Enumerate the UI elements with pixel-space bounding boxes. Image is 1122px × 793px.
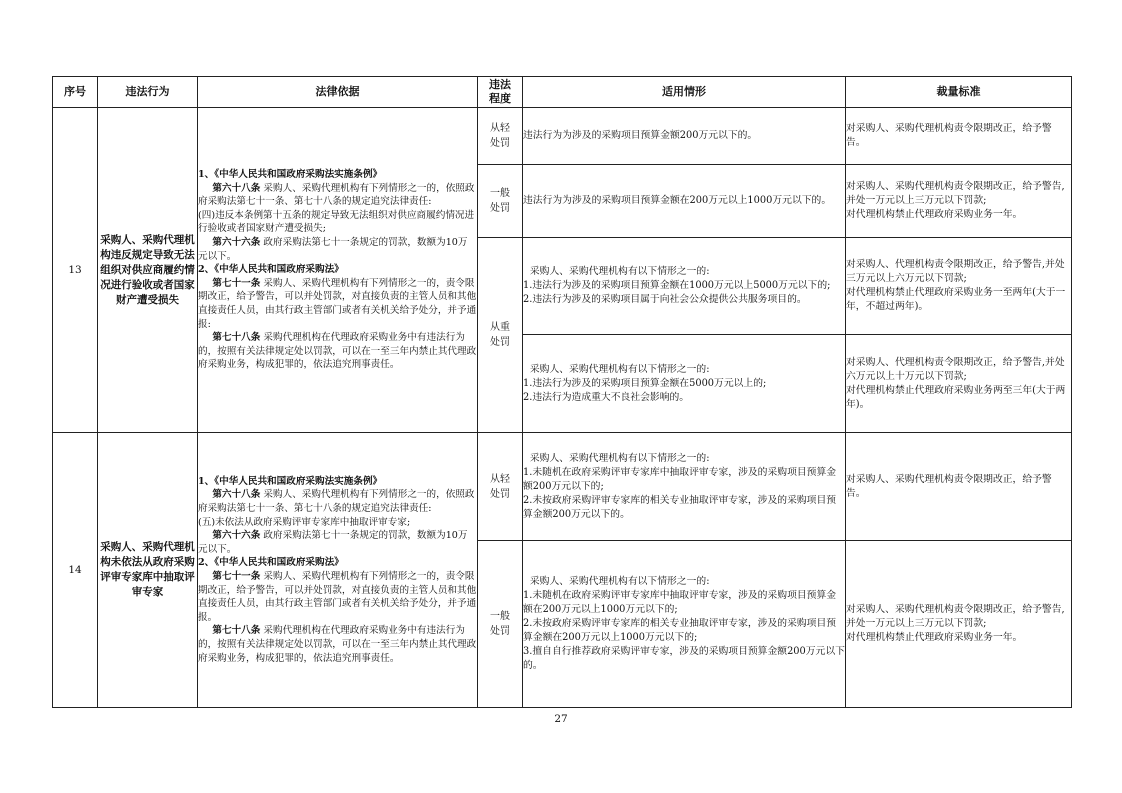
header-act: 违法行为 xyxy=(98,77,198,108)
situation-line: 2.未按政府采购评审专家库的相关专业抽取评审专家，涉及的采购项目预算金额200万元以下的。 xyxy=(523,494,837,520)
article-label: 第六十八条 xyxy=(212,182,261,194)
situation-cell xyxy=(523,335,846,433)
law-title: 2、《中华人民共和国政府采购法》 xyxy=(198,264,344,276)
page-number: 27 xyxy=(554,713,568,725)
header-standard: 裁量标准 xyxy=(846,77,1072,108)
article-text: 政府采购法第七十一条规定的罚款，数额为10万元以下。 xyxy=(198,530,468,555)
situation-line: 1.未随机在政府采购评审专家库中抽取评审专家，涉及的采购项目预算金额200万元以下的; xyxy=(523,466,837,492)
standard-line: 对采购人、采购代理机构责令限期改正，给予警告。 xyxy=(846,473,1052,499)
standard-line: 对代理机构禁止代理政府采购业务一至两年(大于一年，不超过两年)。 xyxy=(846,287,1066,312)
standard-line: 对采购人、代理机构责令限期改正，给予警告,并处三万元以上六万元以下罚款; xyxy=(846,259,1065,284)
violation-level xyxy=(478,238,523,433)
article xyxy=(198,331,477,372)
situation-line: 违法行为为涉及的采购项目预算金额在200万元以上1000万元以下的。 xyxy=(523,195,832,206)
level-text: 一般处罚 xyxy=(490,188,510,214)
standard-line: 对代理机构禁止代理政府采购业务两至三年(大于两年)。 xyxy=(846,384,1066,410)
article-text: 政府采购法第七十一条规定的罚款，数额为10万元以下。 xyxy=(198,237,468,262)
article-text: 采购人、采购代理机构有下列情形之一的，责令限期改正，给予警告，可以并处罚款，对直接负责的主管人员和其他直接责任人员，由其行政主管部门或者有关机关给予处分，并予通报。 xyxy=(198,571,477,623)
violation-level xyxy=(478,108,523,165)
level-text: 从轻处罚 xyxy=(490,473,510,500)
article-text: 采购人、采购代理机构有下列情形之一的，责令限期改正，给予警告，可以并处罚款，对直接负责的主管人员和其他直接责任人员，由其行政主管部门或者有关机关给予处分，并予通报: xyxy=(198,277,477,330)
standard-cell xyxy=(846,433,1072,541)
standard-line: 对代理机构禁止代理政府采购业务一年。 xyxy=(846,209,1023,220)
situation-intro: 采购人、采购代理机构有以下情形之一的: xyxy=(529,266,710,277)
row-number: 14 xyxy=(53,433,98,708)
standard-cell xyxy=(846,165,1072,238)
level-text: 一般处罚 xyxy=(490,611,510,637)
standard-cell xyxy=(846,238,1072,335)
header-level-text: 违法程度 xyxy=(489,78,511,105)
article xyxy=(198,236,477,263)
situation-line: 2.违法行为涉及的采购项目属于向社会公众提供公共服务项目的。 xyxy=(523,294,807,305)
article-label: 第七十八条 xyxy=(212,625,261,637)
violation-act: 采购人、采购代理机构违反规定导致无法组织对供应商履约情况进行验收或者国家财产遭受损失 xyxy=(98,108,198,433)
standard-line: 对采购人、采购代理机构责令限期改正，给予警告。 xyxy=(846,123,1052,148)
article-item: (四)违反本条例第十五条的规定导致无法组织对供应商履约情况进行验收或者国家财产遭受损失; xyxy=(198,209,475,235)
article-item: (五)未依法从政府采购评审专家库中抽取评审专家; xyxy=(198,516,411,528)
article xyxy=(198,624,477,665)
standard-cell xyxy=(846,541,1072,708)
situation-line: 2.违法行为造成重大不良社会影响的。 xyxy=(523,391,690,403)
article-label: 第七十一条 xyxy=(212,571,261,582)
article-text: 采购人、采购代理机构有下列情形之一的，依照政府采购法第七十一条、第七十八条的规定追究法律责任: xyxy=(198,182,475,208)
standard-cell xyxy=(846,335,1072,433)
article-text: 采购代理机构在代理政府采购业务中有违法行为的，按照有关法律规定处以罚款，可以在一至三年内禁止其代理政府采购业务，构成犯罪的，依法追究刑事责任。 xyxy=(198,332,477,371)
violation-level xyxy=(478,165,523,238)
header-situation: 适用情形 xyxy=(523,77,846,108)
penalty-table xyxy=(52,76,1072,708)
violation-level xyxy=(478,433,523,541)
situation-cell xyxy=(523,165,846,238)
situation-line: 1.未随机在政府采购评审专家库中抽取评审专家，涉及的采购项目预算金额在200万元以上1000万元以下的; xyxy=(523,590,837,615)
table-row xyxy=(53,433,1072,541)
law-title: 2、《中华人民共和国政府采购法》 xyxy=(198,557,344,569)
law-title: 1、《中华人民共和国政府采购法实施条例》 xyxy=(198,169,383,181)
violation-act: 采购人、采购代理机构未依法从政府采购评审专家库中抽取评审专家 xyxy=(98,433,198,708)
article-label: 第六十八条 xyxy=(212,489,261,501)
situation-line: 1.违法行为涉及的采购项目预算金额在5000万元以上的; xyxy=(523,377,767,389)
situation-cell xyxy=(523,108,846,165)
situation-intro: 采购人、采购代理机构有以下情形之一的: xyxy=(529,576,710,587)
article xyxy=(198,277,477,331)
article xyxy=(198,529,477,556)
article-text: 采购人、采购代理机构有下列情形之一的，依照政府采购法第七十一条、第七十八条的规定追究法律责任: xyxy=(198,489,475,515)
header-row xyxy=(53,77,1072,108)
article-label: 第七十一条 xyxy=(212,277,261,289)
article-label: 第七十八条 xyxy=(212,332,261,344)
legal-basis xyxy=(198,433,478,708)
header-level xyxy=(478,77,523,108)
table-row xyxy=(53,108,1072,165)
situation-line: 违法行为为涉及的采购项目预算金额200万元以下的。 xyxy=(523,130,758,141)
standard-line: 对采购人、采购代理机构责令限期改正，给予警告,并处一万元以上三万元以下罚款; xyxy=(846,181,1065,206)
level-text: 从重处罚 xyxy=(490,322,510,348)
situation-line: 1.违法行为涉及的采购项目预算金额在1000万元以上5000万元以下的; xyxy=(523,280,831,291)
header-num: 序号 xyxy=(53,77,98,108)
level-text: 从轻处罚 xyxy=(490,123,510,149)
law-title: 1、《中华人民共和国政府采购法实施条例》 xyxy=(198,475,383,487)
legal-basis xyxy=(198,108,478,433)
article-label: 第六十六条 xyxy=(212,237,261,249)
situation-cell xyxy=(523,433,846,541)
violation-level xyxy=(478,541,523,708)
situation-line: 2.未按政府采购评审专家库的相关专业抽取评审专家，涉及的采购项目预算金额在200万元以上1000万元以下的; xyxy=(523,618,837,643)
header-basis: 法律依据 xyxy=(198,77,478,108)
standard-line: 对采购人、代理机构责令限期改正，给予警告,并处六万元以上十万元以下罚款; xyxy=(846,356,1065,382)
situation-intro: 采购人、采购代理机构有以下情形之一的: xyxy=(529,363,710,375)
situation-cell xyxy=(523,238,846,335)
standard-line: 对代理机构禁止代理政府采购业务一年。 xyxy=(846,632,1023,643)
article-label: 第六十六条 xyxy=(212,530,261,542)
situation-cell xyxy=(523,541,846,708)
article-text: 采购代理机构在代理政府采购业务中有违法行为的，按照有关法律规定处以罚款，可以在一至三年内禁止其代理政府采购业务，构成犯罪的，依法追究刑事责任。 xyxy=(198,625,477,664)
article xyxy=(198,182,477,209)
row-number: 13 xyxy=(53,108,98,433)
situation-line: 3.擅自自行推荐政府采购评审专家，涉及的采购项目预算金额200万元以下的。 xyxy=(523,646,845,671)
article xyxy=(198,488,477,515)
article xyxy=(198,570,477,624)
situation-intro: 采购人、采购代理机构有以下情形之一的: xyxy=(529,452,710,464)
standard-line: 对采购人、采购代理机构责令限期改正，给予警告,并处一万元以上三万元以下罚款; xyxy=(846,604,1065,629)
standard-cell xyxy=(846,108,1072,165)
